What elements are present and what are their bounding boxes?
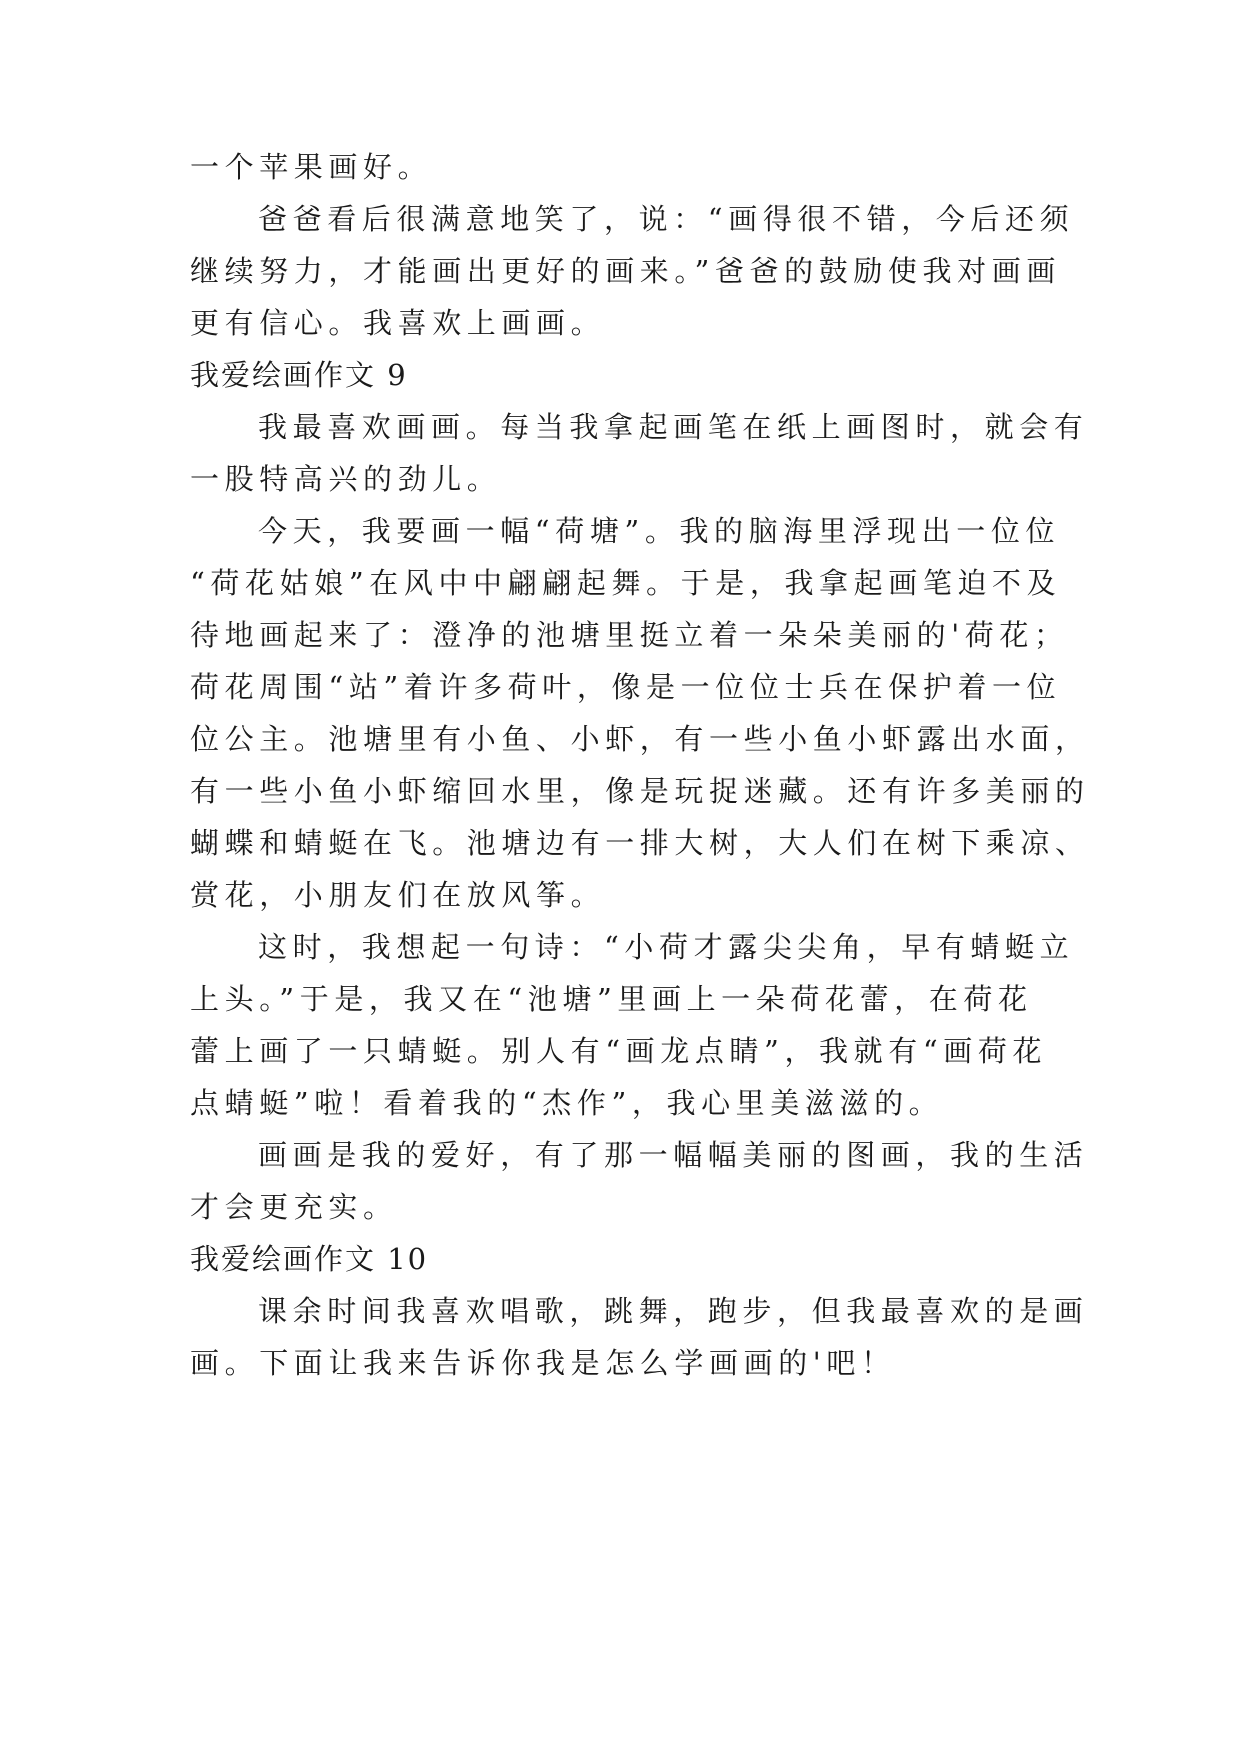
text-line: 有一些小鱼小虾缩回水里，像是玩捉迷藏。还有许多美丽的 [190,774,1090,808]
text-line: 一股特高兴的劲儿。 [190,462,502,496]
text-line: 继续努力，才能画出更好的画来。”爸爸的鼓励使我对画画 [190,254,1061,288]
text-line: 才会更充实。 [190,1190,398,1224]
text-line: 荷花周围“站”着许多荷叶，像是一位位士兵在保护着一位 [190,670,1062,704]
text-line: 点蜻蜓”啦！看着我的“杰作”，我心里美滋滋的。 [190,1086,944,1120]
paragraph-first-line: 今天，我要画一幅“荷塘”。我的脑海里浮现出一位位 [258,514,1061,548]
paragraph-first-line: 爸爸看后很满意地笑了，说：“画得很不错，今后还须 [258,202,1075,236]
text-line: 蕾上画了一只蜻蜓。别人有“画龙点睛”，我就有“画荷花 [190,1034,1048,1068]
text-line: 一个苹果画好。 [190,150,433,184]
text-line: “荷花姑娘”在风中中翩翩起舞。于是，我拿起画笔迫不及 [190,566,1062,600]
text-line: 画。下面让我来告诉你我是怎么学画画的'吧！ [190,1346,896,1380]
paragraph-first-line: 这时，我想起一句诗：“小荷才露尖尖角，早有蜻蜓立 [258,930,1075,964]
section-heading: 我爱绘画作文 10 [190,1242,429,1276]
text-line: 赏花，小朋友们在放风筝。 [190,878,606,912]
text-line: 蝴蝶和蜻蜓在飞。池塘边有一排大树，大人们在树下乘凉、 [190,826,1090,860]
text-line: 上头。”于是，我又在“池塘”里画上一朵荷花蕾，在荷花 [190,982,1033,1016]
paragraph-first-line: 画画是我的爱好，有了那一幅幅美丽的图画，我的生活 [258,1138,1089,1172]
text-line: 更有信心。我喜欢上画画。 [190,306,606,340]
paragraph-first-line: 我最喜欢画画。每当我拿起画笔在纸上画图时，就会有 [258,410,1089,444]
section-heading: 我爱绘画作文 9 [190,358,408,392]
paragraph-first-line: 课余时间我喜欢唱歌，跳舞，跑步，但我最喜欢的是画 [258,1294,1089,1328]
text-line: 待地画起来了：澄净的池塘里挺立着一朵朵美丽的'荷花； [190,618,1069,652]
text-line: 位公主。池塘里有小鱼、小虾，有一些小鱼小虾露出水面， [190,722,1090,756]
